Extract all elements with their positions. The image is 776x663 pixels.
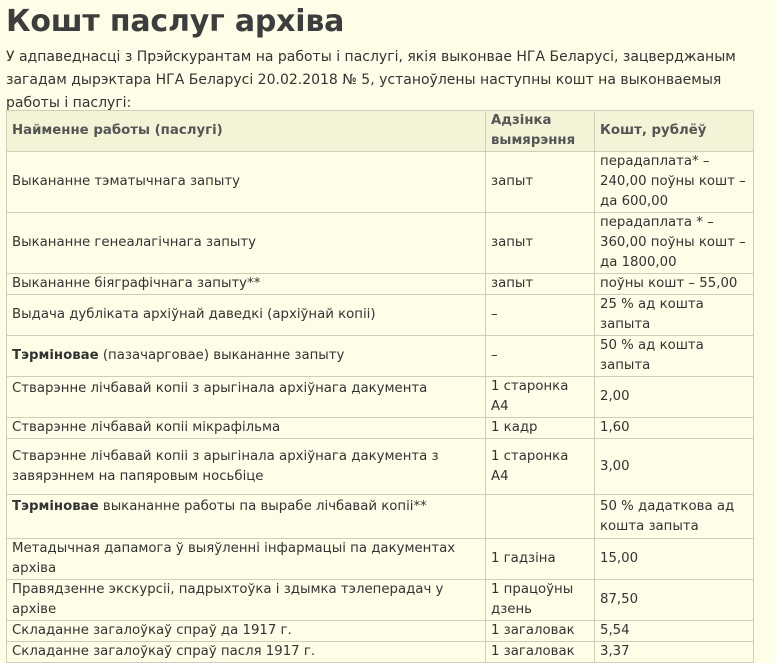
row-name-rest: (пазачарговае) выкананне запыту xyxy=(98,348,345,363)
row-price: 3,37 xyxy=(595,642,754,663)
header-unit: Адзінка вымярэння xyxy=(486,111,595,152)
row-unit: 1 старонка А4 xyxy=(486,377,595,418)
row-price: 1,60 xyxy=(595,418,754,439)
header-name: Найменне работы (паслугі) xyxy=(7,111,486,152)
header-price: Кошт, рублёў xyxy=(595,111,754,152)
row-name: Стварэнне лічбавай копіі з арыгінала архіўнага дакумента xyxy=(7,377,486,418)
row-price: 3,00 xyxy=(595,439,754,495)
row-unit: – xyxy=(486,336,595,377)
row-price: 5,54 xyxy=(595,621,754,642)
row-unit: 1 працоўны дзень xyxy=(486,580,595,621)
row-name: Выкананне біяграфічнага запыту** xyxy=(7,274,486,295)
row-name: Стварэнне лічбавай копіі з арыгінала архіўнага дакумента з завярэннем на папяровым носьбіце xyxy=(7,439,486,495)
table-row xyxy=(7,439,754,495)
row-price: 87,50 xyxy=(595,580,754,621)
row-name-rest: выкананне работы па вырабе лічбавай копіі** xyxy=(98,499,427,514)
intro-text: У адпаведнасці з Прэйскурантам на работы і паслугі, якія выконвае НГА Беларусі, зацверджаным загадам дырэктара НГА Беларусі 20.02.2018 № 5, устаноўлены наступны кошт на выконваемыя работы і паслугі: xyxy=(6,49,736,111)
row-name xyxy=(7,336,486,377)
table-row xyxy=(7,274,754,295)
row-price: 25 % ад кошта запыта xyxy=(595,295,754,336)
table-row xyxy=(7,213,754,274)
row-name: Стварэнне лічбавай копіі мікрафільма xyxy=(7,418,486,439)
row-unit: 1 старонка А4 xyxy=(486,439,595,495)
row-unit: запыт xyxy=(486,274,595,295)
row-name: Метадычная дапамога ў выяўленні інфармацыі па дакументах архіва xyxy=(7,539,486,580)
table-row xyxy=(7,495,754,539)
table-row xyxy=(7,621,754,642)
table-row xyxy=(7,377,754,418)
row-unit: 1 загаловак xyxy=(486,642,595,663)
row-unit: 1 гадзіна xyxy=(486,539,595,580)
row-name: Складанне загалоўкаў спраў да 1917 г. xyxy=(7,621,486,642)
page-title: Кошт паслуг архіва xyxy=(6,4,345,39)
row-name: Выкананне генеалагічнага запыту xyxy=(7,213,486,274)
table-row xyxy=(7,580,754,621)
price-table xyxy=(6,110,754,663)
table-row xyxy=(7,539,754,580)
table-row xyxy=(7,336,754,377)
row-unit: запыт xyxy=(486,152,595,213)
row-name-bold: Тэрміновае xyxy=(12,499,99,514)
row-unit: 1 загаловак xyxy=(486,621,595,642)
row-name: Правядзенне экскурсіі, падрыхтоўка і здымка тэлеперадач у архіве xyxy=(7,580,486,621)
row-price: 2,00 xyxy=(595,377,754,418)
row-price: перадаплата* – 240,00 поўны кошт – да 600,00 xyxy=(595,152,754,213)
row-price: перадаплата * – 360,00 поўны кошт – да 1800,00 xyxy=(595,213,754,274)
row-unit xyxy=(486,495,595,539)
row-price: 15,00 xyxy=(595,539,754,580)
row-name: Выдача дубліката архіўнай даведкі (архіўнай копіі) xyxy=(7,295,486,336)
row-unit: запыт xyxy=(486,213,595,274)
row-price: 50 % ад кошта запыта xyxy=(595,336,754,377)
table-header-row xyxy=(7,111,754,152)
table-row xyxy=(7,642,754,663)
table-row xyxy=(7,418,754,439)
row-unit: 1 кадр xyxy=(486,418,595,439)
table-row xyxy=(7,295,754,336)
row-name xyxy=(7,495,486,539)
row-name: Выкананне тэматычнага запыту xyxy=(7,152,486,213)
row-price: поўны кошт – 55,00 xyxy=(595,274,754,295)
row-name: Складанне загалоўкаў спраў пасля 1917 г. xyxy=(7,642,486,663)
row-price: 50 % дадаткова ад кошта запыта xyxy=(595,495,754,539)
row-name-bold: Тэрміновае xyxy=(12,348,99,363)
row-unit: – xyxy=(486,295,595,336)
table-row xyxy=(7,152,754,213)
